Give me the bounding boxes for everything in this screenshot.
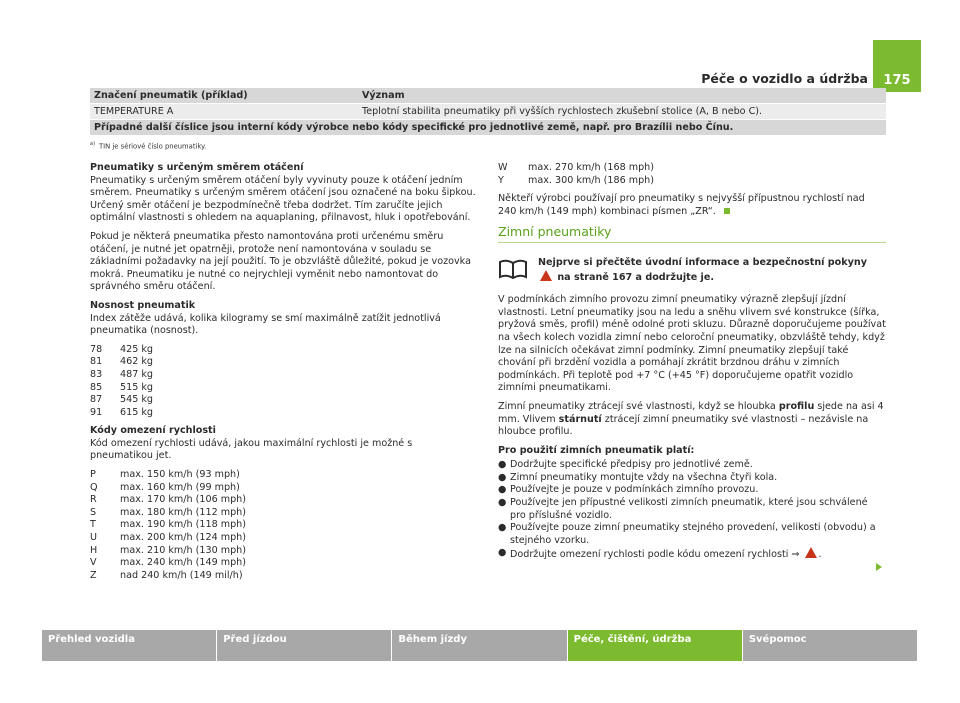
list-item: P max. 150 km/h (93 mph) bbox=[90, 469, 240, 481]
direction-paragraph-2: Pokud je některá pneumatika přesto namontována proti určenému směru otáčení, je nutné jet opatrněji, protože není namontována v souladu se základními požadavky na její použití. To je obzvláště důležité, pokud je vozovka mokrá. Pneumatiku je nutné co nejrychleji vyměnit nebo namontovat do správného směru otáčení. bbox=[90, 230, 471, 293]
table-header-marking: Značení pneumatik (příklad) bbox=[94, 90, 248, 101]
load-index-list bbox=[90, 344, 478, 420]
list-item: 83 487 kg bbox=[90, 368, 154, 380]
list-item: W max. 270 km/h (168 mph) bbox=[498, 162, 654, 173]
list-item: R max. 170 km/h (106 mph) bbox=[90, 494, 246, 506]
footnote-text: TIN je sériové číslo pneumatiky. bbox=[99, 142, 207, 151]
load-paragraph: Index zátěže udává, kolika kilogramy se smí maximálně zatížit jednotlivá pneumatika (nosnost). bbox=[90, 312, 441, 337]
continue-arrow-icon bbox=[876, 563, 882, 571]
list-item: T max. 190 km/h (118 mph) bbox=[90, 519, 246, 531]
list-item: V max. 240 km/h (149 mph) bbox=[90, 557, 246, 569]
table-header-meaning: Význam bbox=[362, 90, 405, 101]
speed-code-list-continued bbox=[498, 162, 886, 187]
table-cell: Teplotní stabilita pneumatiky při vyšších rychlostech zkušební stolice (A, B nebo C). bbox=[362, 106, 763, 117]
load-heading: Nosnost pneumatik bbox=[90, 299, 196, 311]
tab-vehicle-overview[interactable]: Přehled vozidla bbox=[42, 630, 216, 661]
speed-code-list bbox=[90, 469, 478, 582]
safety-notice bbox=[498, 257, 886, 284]
list-item: 87 545 kg bbox=[90, 394, 154, 406]
list-item: 78 425 kg bbox=[90, 343, 154, 355]
rules-list bbox=[498, 459, 886, 562]
table-cell: TEMPERATURE A bbox=[94, 106, 174, 117]
page-number: 175 bbox=[873, 40, 921, 92]
left-column bbox=[90, 162, 478, 588]
tab-self-help[interactable]: Svépomoc bbox=[743, 630, 917, 661]
section-end-icon bbox=[724, 208, 730, 214]
speed-heading: Kódy omezení rychlosti bbox=[90, 425, 216, 437]
list-item: ● Používejte pouze zimní pneumatiky stejného provedení, velikosti (obvodu) a stejného vzorku. bbox=[498, 522, 876, 546]
direction-heading: Pneumatiky s určeným směrem otáčení bbox=[90, 162, 304, 173]
list-item: 85 515 kg bbox=[90, 381, 154, 393]
list-item: U max. 200 km/h (124 mph) bbox=[90, 532, 246, 544]
list-item: 91 615 kg bbox=[90, 406, 154, 418]
table-footnote bbox=[90, 141, 206, 150]
open-book-icon bbox=[498, 259, 528, 279]
tab-while-driving[interactable]: Během jízdy bbox=[392, 630, 566, 661]
list-item: ● Dodržujte specifické předpisy pro jednotlivé země. bbox=[498, 459, 753, 471]
winter-paragraph-1: V podmínkách zimního provozu zimní pneumatiky výrazně zlepšují jízdní vlastnosti. Letní pneumatiky jsou na ledu a sněhu vlivem své konstrukce (šířka, pryžová směs, profil) méně odolné proti skluzu. Důrazně doporučujeme používat na všech kolech vozidla zimní nebo celoroční pneumatiky, obzvláště tehdy, když lze na silnicích očekávat zimní podmínky. Zimní pneumatiky zlepšují také chování při brzdění vozidla a pomáhají zkrátit brzdnou dráhu v zimních podmínkách. Při teplotě pod +7 °C (+45 °F) doporučujeme opatřit vozidlo zimními pneumatikami. bbox=[498, 294, 886, 394]
direction-paragraph-1: Pneumatiky s určeným směrem otáčení byly vyvinuty pouze k otáčení jedním směrem. Pneumatiky s určeným směrem otáčení jsou označené na boku šipkou. Určený směr otáčení je bezpodmínečně třeba dodržet. Tím zaručíte jejich optimální vlastnosti s ohledem na aquaplaning, přilnavost, hluk i opotřebování. bbox=[90, 174, 476, 224]
safety-notice-text: Nejprve si přečtěte úvodní informace a bezpečnostní pokyny na straně 167 a dodržujte je. bbox=[538, 256, 867, 283]
list-item: Q max. 160 km/h (99 mph) bbox=[90, 481, 240, 493]
tire-marking-table bbox=[90, 88, 886, 135]
winter-tires-title: Zimní pneumatiky bbox=[498, 226, 886, 243]
zr-paragraph: Někteří výrobci používají pro pneumatiky s nejvyšší přípustnou rychlostí nad 240 km/h (149 mph) kombinaci písmen „ZR“. bbox=[498, 193, 865, 217]
warning-triangle-icon[interactable] bbox=[805, 547, 817, 558]
winter-paragraph-2: Zimní pneumatiky ztrácejí své vlastnosti, když se hloubka profilu sjede na asi 4 mm. Vlivem stárnutí ztrácejí zimní pneumatiky své vlastnosti – nezávisle na hloubce profilu. bbox=[498, 400, 884, 438]
tab-before-driving[interactable]: Před jízdou bbox=[217, 630, 391, 661]
list-item: ● Používejte je pouze v podmínkách zimního provozu. bbox=[498, 484, 759, 496]
chapter-nav bbox=[42, 630, 918, 661]
list-item: 81 462 kg bbox=[90, 356, 154, 368]
right-column bbox=[498, 162, 886, 562]
tab-care-cleaning-maintenance[interactable]: Péče, čištění, údržba bbox=[568, 630, 742, 661]
list-item: Z nad 240 km/h (149 mil/h) bbox=[90, 569, 243, 581]
list-item: S max. 180 km/h (112 mph) bbox=[90, 506, 246, 518]
rules-heading: Pro použití zimních pneumatik platí: bbox=[498, 444, 695, 456]
list-item: Y max. 300 km/h (186 mph) bbox=[498, 174, 654, 186]
table-header-row bbox=[90, 88, 886, 104]
page-header-title: Péče o vozidlo a údržba bbox=[701, 71, 868, 86]
list-item: ● Používejte jen přípustné velikosti zimních pneumatik, které jsou schválené pro příslušné vozidlo. bbox=[498, 497, 868, 521]
footnote-mark: a) bbox=[90, 141, 96, 147]
list-item: H max. 210 km/h (130 mph) bbox=[90, 544, 246, 556]
table-note: Případné další číslice jsou interní kódy výrobce nebo kódy specifické pro jednotlivé země, např. pro Brazílii nebo Čínu. bbox=[90, 120, 886, 135]
table-row bbox=[90, 104, 886, 120]
warning-triangle-icon bbox=[540, 270, 552, 281]
list-item: ● Dodržujte omezení rychlosti podle kódu omezení rychlosti ⇒ . bbox=[498, 547, 822, 561]
list-item: ● Zimní pneumatiky montujte vždy na všechna čtyři kola. bbox=[498, 471, 778, 483]
speed-paragraph: Kód omezení rychlosti udává, jakou maximální rychlosti je možné s pneumatikou jet. bbox=[90, 437, 413, 462]
